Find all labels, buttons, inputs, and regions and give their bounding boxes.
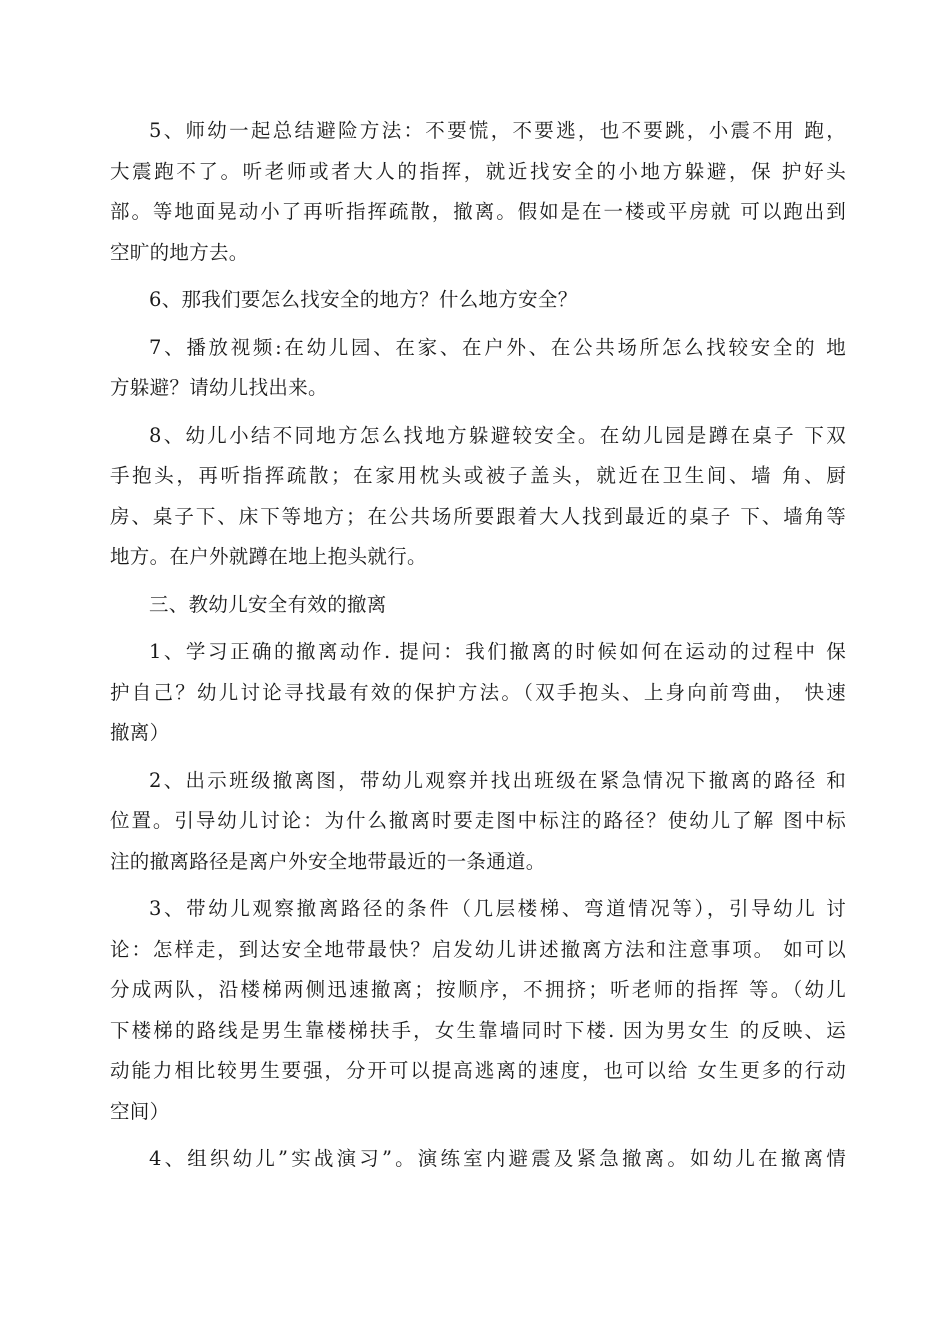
text-line: 地方。在户外就蹲在地上抱头就行。 (110, 545, 427, 568)
paragraph-7 (110, 328, 846, 409)
text-line: 下楼梯的路线是男生靠楼梯扶手，女生靠墙同时下楼. 因为男女生 的反映、运 (110, 1018, 846, 1042)
paragraph-8 (110, 416, 846, 578)
text-line: 7、播放视频:在幼儿园、在家、在户外、在公共场所怎么找较安全的 地 (149, 335, 846, 359)
text-line: 手抱头，再听指挥疏散；在家用枕头或被子盖头，就近在卫生间、墙 角、厨 (110, 464, 846, 487)
section-heading-3 (110, 585, 846, 626)
text-line: 分成两队，沿楼梯两侧迅速撤离；按顺序，不拥挤；听老师的指挥 等。（幼儿 (110, 978, 846, 1001)
text-line: 3、带幼儿观察撤离路径的条件（几层楼梯、弯道情况等），引导幼儿 讨 (149, 897, 846, 920)
text-line: 动能力相比较男生要强，分开可以提高逃离的速度，也可以给 女生更多的行动 (110, 1059, 846, 1082)
text-line: 部。等地面晃动小了再听指挥疏散，撤离。假如是在一楼或平房就 可以跑出到 (110, 200, 846, 223)
text-line: 空旷的地方去。 (110, 240, 249, 264)
document-body (110, 111, 846, 1187)
text-line: 8、幼儿小结不同地方怎么找地方躲避较安全。在幼儿园是蹲在桌子 下双 (149, 423, 846, 447)
section-heading: 三、教幼儿安全有效的撤离 (149, 592, 387, 616)
text-line: 6、那我们要怎么找安全的地方？什么地方安全？ (149, 288, 578, 311)
paragraph-q4 (110, 1139, 846, 1180)
text-line: 论：怎样走，到达安全地带最快？启发幼儿讲述撤离方法和注意事项。 如可以 (110, 937, 846, 961)
paragraph-q3 (110, 889, 846, 1132)
text-line: 1、学习正确的撤离动作. 提问：我们撤离的时候如何在运动的过程中 保 (149, 640, 846, 663)
text-line: 房、桌子下、床下等地方；在公共场所要跟着大人找到最近的桌子 下、墙角等 (110, 504, 846, 528)
text-line: 5、师幼一起总结避险方法：不要慌，不要逃，也不要跳，小震不用 跑， (149, 119, 846, 142)
text-line: 大震跑不了。听老师或者大人的指挥，就近找安全的小地方躲避，保 护好头 (110, 159, 846, 183)
text-line: 注的撤离路径是离户外安全地带最近的一条通道。 (110, 849, 546, 873)
text-line: 空间） (110, 1099, 170, 1123)
text-line: 护自己？幼儿讨论寻找最有效的保护方法。（双手抱头、上身向前弯曲， 快速 (110, 680, 846, 704)
text-line: 方躲避？请幼儿找出来。 (110, 376, 328, 399)
text-line: 2、出示班级撤离图，带幼儿观察并找出班级在紧急情况下撤离的路径 和 (149, 768, 846, 792)
paragraph-q1 (110, 632, 846, 754)
paragraph-6 (110, 280, 846, 321)
text-line: 撤离） (110, 721, 170, 744)
text-line: 位置。引导幼儿讨论：为什么撤离时要走图中标注的路径？使幼儿了解 图中标 (110, 809, 846, 832)
paragraph-5 (110, 111, 846, 273)
paragraph-q2 (110, 761, 846, 883)
text-line: 4、组织幼儿”实战演习”。演练室内避震及紧急撤离。如幼儿在撤离情 (149, 1147, 846, 1170)
